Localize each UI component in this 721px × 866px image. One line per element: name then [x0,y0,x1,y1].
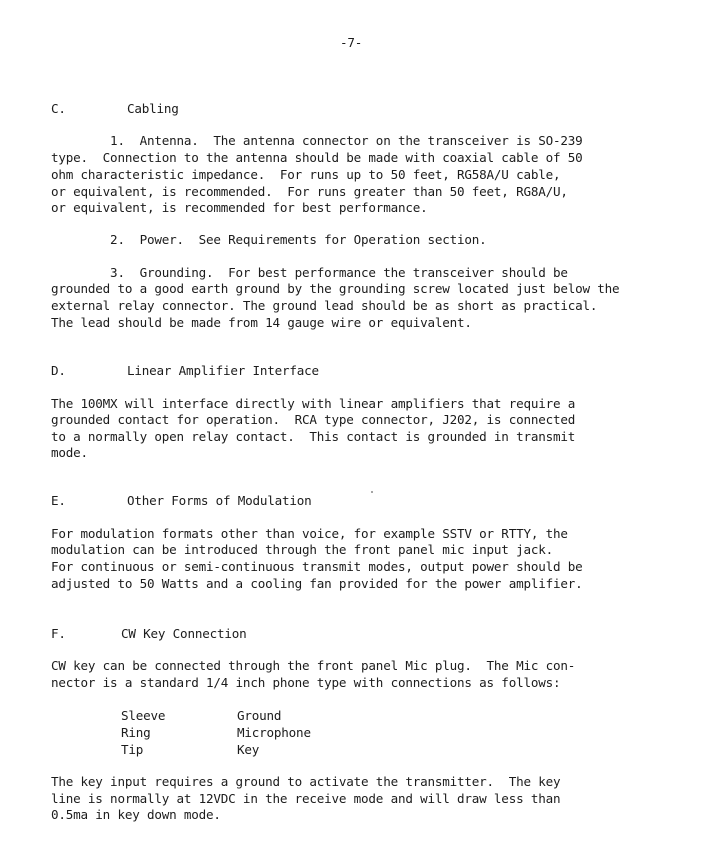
cw-key-line: CW key can be connected through the front panel Mic plug. The Mic con- [51,658,576,673]
linear-amp-line: to a normally open relay contact. This contact is grounded in transmit [51,429,576,444]
connection-use: Key [237,742,260,757]
linear-amp-line: grounded contact for operation. RCA type connector, J202, is connected [51,412,576,427]
modulation-line: For modulation formats other than voice, for example SSTV or RTTY, the [51,526,568,541]
key-input-line: The key input requires a ground to activate the transmitter. The key [51,774,561,789]
antenna-line: type. Connection to the antenna should be made with coaxial cable of 50 [51,150,583,165]
section-d-letter: D. [51,363,66,378]
section-d-title: Linear Amplifier Interface [127,363,319,378]
connection-use: Ground [237,708,282,723]
section-c-title: Cabling [127,101,179,116]
section-f-title: CW Key Connection [121,626,247,641]
connection-use: Microphone [237,725,311,740]
antenna-line: 1. Antenna. The antenna connector on the transceiver is SO-239 [51,133,583,148]
linear-amp-line: mode. [51,445,88,460]
antenna-line: or equivalent, is recommended. For runs greater than 50 feet, RG8A/U, [51,184,568,199]
connection-part: Ring [121,725,151,740]
grounding-line: The lead should be made from 14 gauge wire or equivalent. [51,315,472,330]
section-e-letter: E. [51,493,66,508]
antenna-line: or equivalent, is recommended for best performance. [51,200,428,215]
antenna-line: ohm characteristic impedance. For runs up to 50 feet, RG58A/U cable, [51,167,561,182]
cw-key-line: nector is a standard 1/4 inch phone type with connections as follows: [51,675,561,690]
modulation-line: modulation can be introduced through the front panel mic input jack. [51,542,553,557]
section-e-title: Other Forms of Modulation [127,493,312,508]
scan-speck [371,491,373,493]
grounding-line: 3. Grounding. For best performance the transceiver should be [51,265,568,280]
modulation-line: For continuous or semi-continuous transmit modes, output power should be [51,559,583,574]
modulation-line: adjusted to 50 Watts and a cooling fan provided for the power amplifier. [51,576,583,591]
grounding-line: external relay connector. The ground lead should be as short as practical. [51,298,598,313]
grounding-line: grounded to a good earth ground by the grounding screw located just below the [51,281,620,296]
connection-part: Sleeve [121,708,166,723]
key-input-line: 0.5ma in key down mode. [51,807,221,822]
linear-amp-line: The 100MX will interface directly with linear amplifiers that require a [51,396,576,411]
section-f-letter: F. [51,626,66,641]
page-number: -7- [340,35,363,50]
section-c-letter: C. [51,101,66,116]
connection-part: Tip [121,742,144,757]
key-input-line: line is normally at 12VDC in the receive mode and will draw less than [51,791,561,806]
power-line: 2. Power. See Requirements for Operation section. [51,232,487,247]
